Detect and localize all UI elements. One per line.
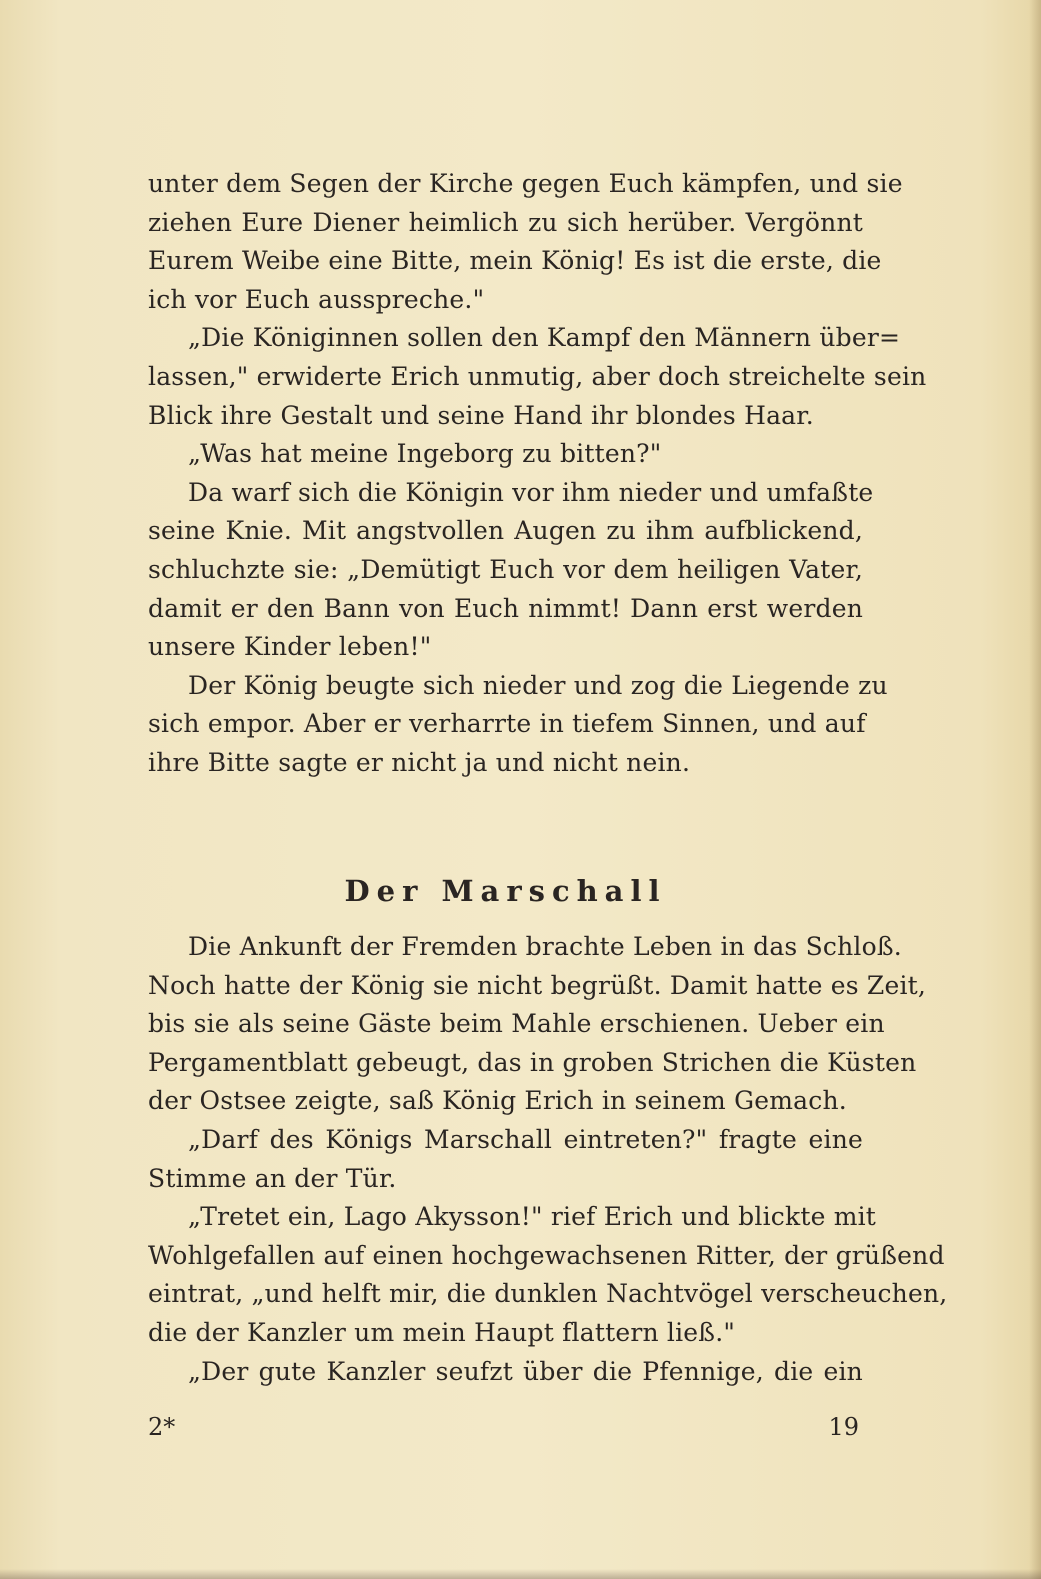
text-line: Der König beugte sich nieder und zog die Liegende zu bbox=[188, 670, 888, 700]
text-line: Eurem Weibe eine Bitte, mein König! Es ist die erste, die bbox=[148, 246, 882, 276]
paragraph bbox=[148, 667, 888, 783]
text-line: „Tretet ein, Lago Akysson!" rief Erich und blickte mit bbox=[188, 1202, 877, 1232]
text-line: ihre Bitte sagte er nicht ja und nicht nein. bbox=[148, 747, 691, 777]
text-line: schluchzte sie: „Demütigt Euch vor dem heiligen Vater, bbox=[148, 554, 863, 584]
paragraph bbox=[148, 319, 927, 435]
text-line: Noch hatte der König sie nicht begrüßt. Damit hatte es Zeit, bbox=[148, 970, 927, 1000]
text-line: „Die Königinnen sollen den Kampf den Männern über= bbox=[188, 323, 901, 353]
signature-mark: 2* bbox=[148, 1413, 176, 1441]
text-line: Stimme an der Tür. bbox=[148, 1163, 397, 1193]
paragraph bbox=[148, 165, 903, 319]
paragraph bbox=[148, 1121, 863, 1198]
text-line: seine Knie. Mit angstvollen Augen zu ihm aufblickend, bbox=[148, 516, 863, 546]
text-line: unter dem Segen der Kirche gegen Euch kämpfen, und sie bbox=[148, 169, 903, 198]
paragraph bbox=[148, 928, 927, 1121]
text-line: Pergamentblatt gebeugt, das in groben Strichen die Küsten bbox=[148, 1047, 917, 1077]
text-section-top bbox=[148, 165, 927, 783]
page-bottom-edge bbox=[0, 1569, 1041, 1579]
page-footer bbox=[148, 1405, 863, 1449]
text-line: Wohlgefallen auf einen hochgewachsenen Ritter, der grüßend bbox=[148, 1240, 945, 1270]
paragraph bbox=[148, 435, 863, 474]
page-edge-shadow bbox=[1029, 0, 1041, 1579]
text-line: damit er den Bann von Euch nimmt! Dann erst werden bbox=[148, 593, 863, 623]
text-line: ziehen Eure Diener heimlich zu sich herüber. Vergönnt bbox=[148, 207, 863, 237]
paragraph bbox=[148, 1353, 863, 1392]
text-line: bis sie als seine Gäste beim Mahle erschienen. Ueber ein bbox=[148, 1009, 885, 1039]
text-line: ich vor Euch ausspreche." bbox=[148, 284, 485, 314]
paragraph bbox=[148, 1198, 948, 1352]
text-line: „Der gute Kanzler seufzt über die Pfennige, die ein bbox=[188, 1356, 863, 1386]
text-line: Blick ihre Gestalt und seine Hand ihr blondes Haar. bbox=[148, 400, 814, 430]
text-line: „Was hat meine Ingeborg zu bitten?" bbox=[188, 439, 662, 469]
text-section-bottom bbox=[148, 928, 948, 1391]
text-line: eintrat, „und helft mir, die dunklen Nachtvögel verscheuchen, bbox=[148, 1279, 948, 1309]
text-line: „Darf des Königs Marschall eintreten?" fragte eine bbox=[188, 1124, 863, 1154]
text-line: der Ostsee zeigte, saß König Erich in seinem Gemach. bbox=[148, 1086, 847, 1116]
text-line: lassen," erwiderte Erich unmutig, aber doch streichelte sein bbox=[148, 361, 927, 391]
text-line: Die Ankunft der Fremden brachte Leben in das Schloß. bbox=[188, 932, 902, 961]
text-line: die der Kanzler um mein Haupt flattern ließ." bbox=[148, 1317, 736, 1347]
text-line: Da warf sich die Königin vor ihm nieder und umfaßte bbox=[188, 477, 874, 507]
text-line: sich empor. Aber er verharrte in tiefem Sinnen, und auf bbox=[148, 709, 866, 739]
text-line: unsere Kinder leben!" bbox=[148, 632, 432, 662]
paragraph bbox=[148, 474, 874, 667]
chapter-heading: Der Marschall bbox=[344, 874, 667, 908]
page-number: 19 bbox=[828, 1413, 859, 1441]
